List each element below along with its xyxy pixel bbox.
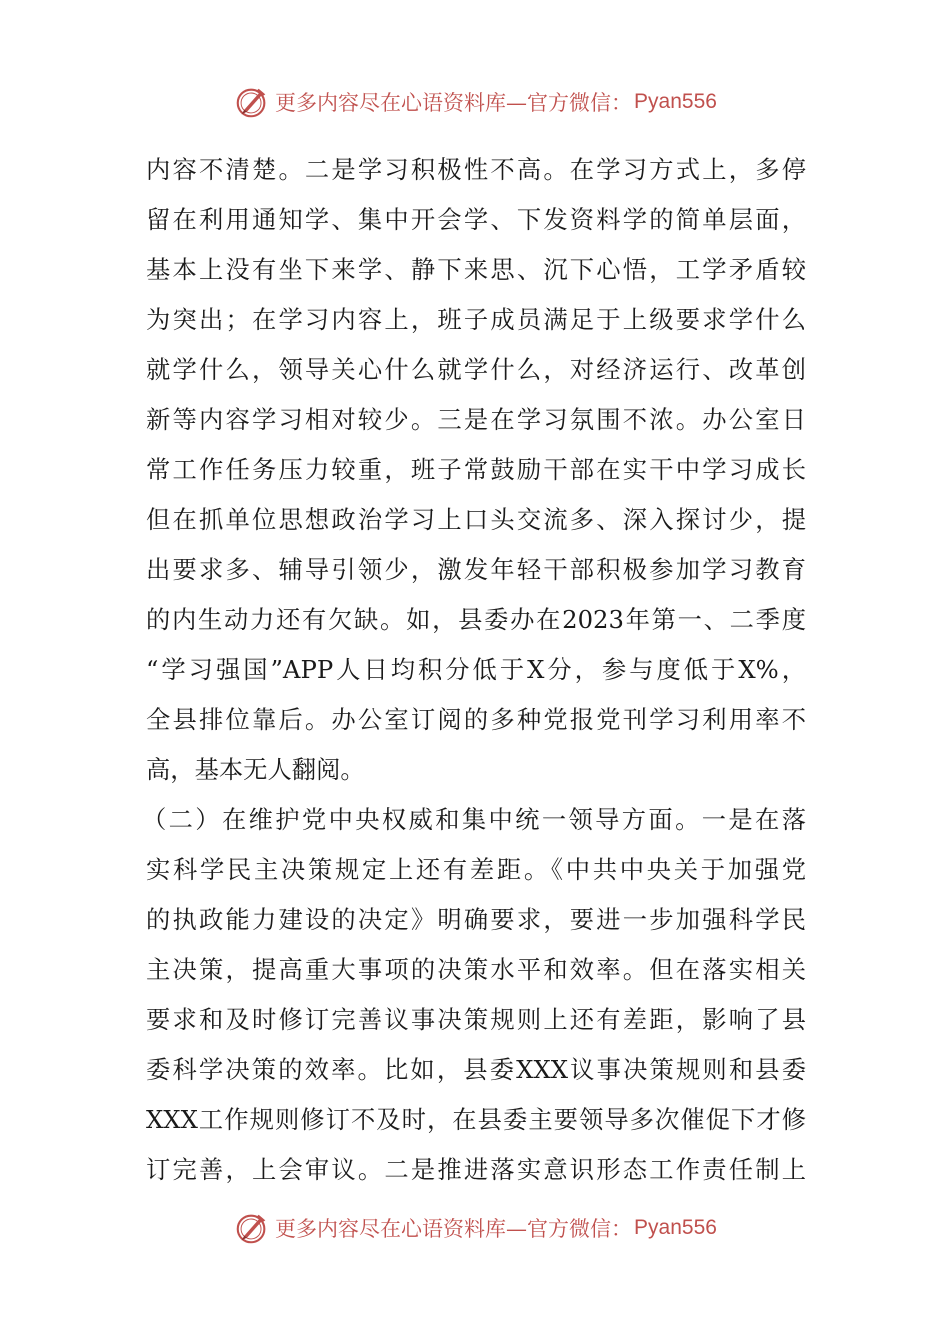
header-watermark-banner bbox=[0, 82, 950, 122]
text-line-16: 的执政能力建设的决定》明确要求，要进一步加强科学民 bbox=[146, 905, 806, 934]
text-line-2: 留在利用通知学、集中开会学、下发资料学的简单层面， bbox=[146, 205, 806, 234]
header-banner-text: 更多内容尽在心语资料库—官方微信： bbox=[275, 91, 633, 115]
text-line-1: 内容不清楚。二是学习积极性不高。在学习方式上，多停 bbox=[146, 155, 806, 184]
text-line-15: 实科学民主决策规定上还有差距。《中共中央关于加强党 bbox=[146, 855, 806, 884]
text-line-9: 出要求多、辅导引领少，激发年轻干部积极参加学习教育 bbox=[146, 555, 806, 584]
text-line-8: 但在抓单位思想政治学习上口头交流多、深入探讨少，提 bbox=[146, 505, 806, 534]
text-line-5: 就学什么，领导关心什么就学什么，对经济运行、改革创 bbox=[146, 355, 806, 384]
text-line-7: 常工作任务压力较重，班子常鼓励干部在实干中学习成长 bbox=[146, 455, 806, 484]
pen-logo-icon bbox=[233, 83, 271, 121]
section-heading-line: （二）在维护党中央权威和集中统一领导方面。一是在落 bbox=[142, 805, 806, 834]
text-line-3: 基本上没有坐下来学、静下来思、沉下心悟，工学矛盾较 bbox=[146, 255, 806, 284]
header-wechat-id: Pyan556 bbox=[634, 90, 717, 113]
text-line-20: XXX工作规则修订不及时，在县委主要领导多次催促下才修 bbox=[146, 1105, 806, 1134]
text-line-10: 的内生动力还有欠缺。如，县委办在2023年第一、二季度 bbox=[146, 605, 806, 634]
document-body bbox=[142, 145, 806, 1195]
text-line-18: 要求和及时修订完善议事决策规则上还有差距，影响了县 bbox=[146, 1005, 806, 1034]
text-line-19: 委科学决策的效率。比如，县委XXX议事决策规则和县委 bbox=[146, 1055, 806, 1084]
footer-watermark-banner bbox=[0, 1208, 950, 1248]
text-line-21: 订完善，上会审议。二是推进落实意识形态工作责任制上 bbox=[146, 1155, 806, 1184]
text-line-4: 为突出；在学习内容上，班子成员满足于上级要求学什么 bbox=[146, 305, 806, 334]
text-line-13: 高，基本无人翻阅。 bbox=[146, 755, 365, 784]
footer-banner-text: 更多内容尽在心语资料库—官方微信： bbox=[275, 1217, 633, 1241]
text-line-11: “学习强国”APP人日均积分低于X分，参与度低于X%， bbox=[146, 655, 806, 684]
footer-wechat-id: Pyan556 bbox=[634, 1216, 717, 1239]
text-line-17: 主决策，提高重大事项的决策水平和效率。但在落实相关 bbox=[146, 955, 806, 984]
text-line-6: 新等内容学习相对较少。三是在学习氛围不浓。办公室日 bbox=[146, 405, 806, 434]
pen-logo-icon bbox=[233, 1209, 271, 1247]
text-line-12: 全县排位靠后。办公室订阅的多种党报党刊学习利用率不 bbox=[146, 705, 806, 734]
